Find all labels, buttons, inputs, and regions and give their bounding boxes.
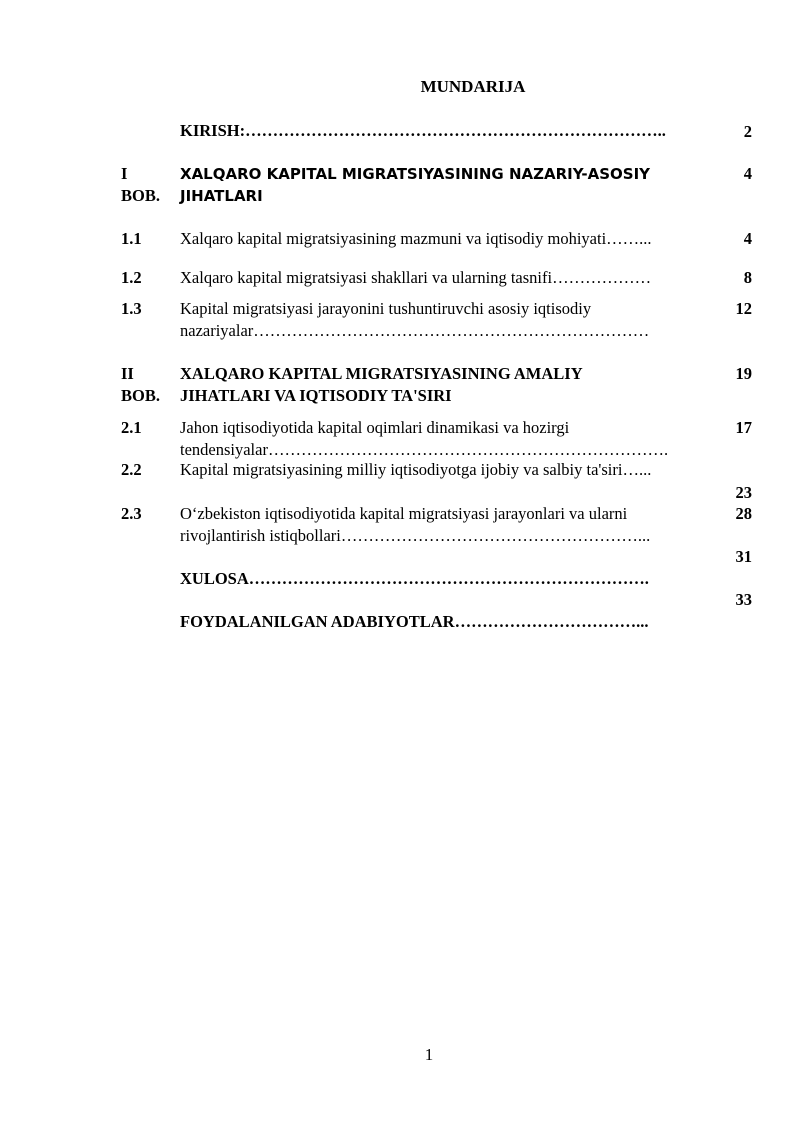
references-page: 33 bbox=[735, 590, 752, 609]
chapter-2-number-line1: II bbox=[121, 364, 134, 383]
item-2-2-number: 2.2 bbox=[121, 460, 142, 479]
chapter-1-title-line1: XALQARO KAPITAL MIGRATSIYASINING NAZARIY-ASOSIY bbox=[180, 165, 651, 183]
item-1-1-text: Xalqaro kapital migratsiyasining mazmuni va iqtisodiy mohiyati……... bbox=[180, 229, 652, 248]
item-2-2-text: Kapital migratsiyasining milliy iqtisodiyotga ijobiy va salbiy ta'siri…... bbox=[180, 460, 652, 479]
item-1-3-text bbox=[180, 298, 720, 342]
toc-intro-page: 2 bbox=[743, 122, 752, 141]
item-2-2-page: 23 bbox=[735, 483, 752, 502]
chapter-1-number bbox=[121, 163, 176, 207]
item-2-1-text-line2: tendensiyalar………………………………………………………………. bbox=[180, 440, 669, 459]
item-1-2-page: 8 bbox=[743, 268, 752, 287]
item-2-3-text-line2: rivojlantirish istiqbollari………………………………………………... bbox=[180, 526, 651, 545]
item-2-1-text bbox=[180, 417, 720, 461]
item-2-3-text-line1: O‘zbekiston iqtisodiyotida kapital migratsiyasi jarayonlari va ularni bbox=[180, 504, 628, 523]
item-2-3-page: 28 bbox=[735, 504, 752, 523]
chapter-2-title-line1: XALQARO KAPITAL MIGRATSIYASINING AMALIY bbox=[180, 364, 583, 383]
chapter-1-number-line2: BOB. bbox=[121, 186, 160, 205]
references-label: FOYDALANILGAN ADABIYOTLAR……………………………... bbox=[180, 612, 649, 631]
chapter-2-title-line2: JIHATLARI VA IQTISODIY TA'SIRI bbox=[180, 386, 452, 405]
chapter-2-title bbox=[180, 363, 720, 407]
item-1-3-text-line1: Kapital migratsiyasi jarayonini tushuntiruvchi asosiy iqtisodiy bbox=[180, 299, 592, 318]
conclusion-label: XULOSA………………………………………………………………. bbox=[180, 569, 649, 588]
chapter-2-number bbox=[121, 363, 176, 407]
item-1-2-text: Xalqaro kapital migratsiyasi shakllari va ularning tasnifi……………… bbox=[180, 268, 652, 287]
chapter-1-page: 4 bbox=[743, 164, 752, 183]
chapter-1-number-line1: I bbox=[121, 164, 128, 183]
page-number: 1 bbox=[424, 1045, 434, 1064]
item-1-1-number: 1.1 bbox=[121, 229, 142, 248]
chapter-2-number-line2: BOB. bbox=[121, 386, 160, 405]
chapter-2-page: 19 bbox=[735, 364, 752, 383]
page-title: MUNDARIJA bbox=[420, 77, 526, 96]
item-1-2-number: 1.2 bbox=[121, 268, 142, 287]
item-1-3-text-line2: nazariyalar……………………………………………………………… bbox=[180, 321, 650, 340]
conclusion-page: 31 bbox=[735, 547, 752, 566]
item-2-1-text-line1: Jahon iqtisodiyotida kapital oqimlari dinamikasi va hozirgi bbox=[180, 418, 570, 437]
item-2-1-number: 2.1 bbox=[121, 418, 142, 437]
item-2-3-text bbox=[180, 503, 720, 547]
item-2-1-page: 17 bbox=[735, 418, 752, 437]
item-1-3-page: 12 bbox=[735, 299, 752, 318]
item-2-3-number: 2.3 bbox=[121, 504, 142, 523]
item-1-1-page: 4 bbox=[743, 229, 752, 248]
item-1-3-number: 1.3 bbox=[121, 299, 142, 318]
chapter-1-title bbox=[180, 163, 720, 207]
chapter-1-title-line2: JIHATLARI bbox=[180, 187, 263, 205]
toc-intro-label: KIRISH:………………………………………………………………….. bbox=[180, 121, 666, 140]
